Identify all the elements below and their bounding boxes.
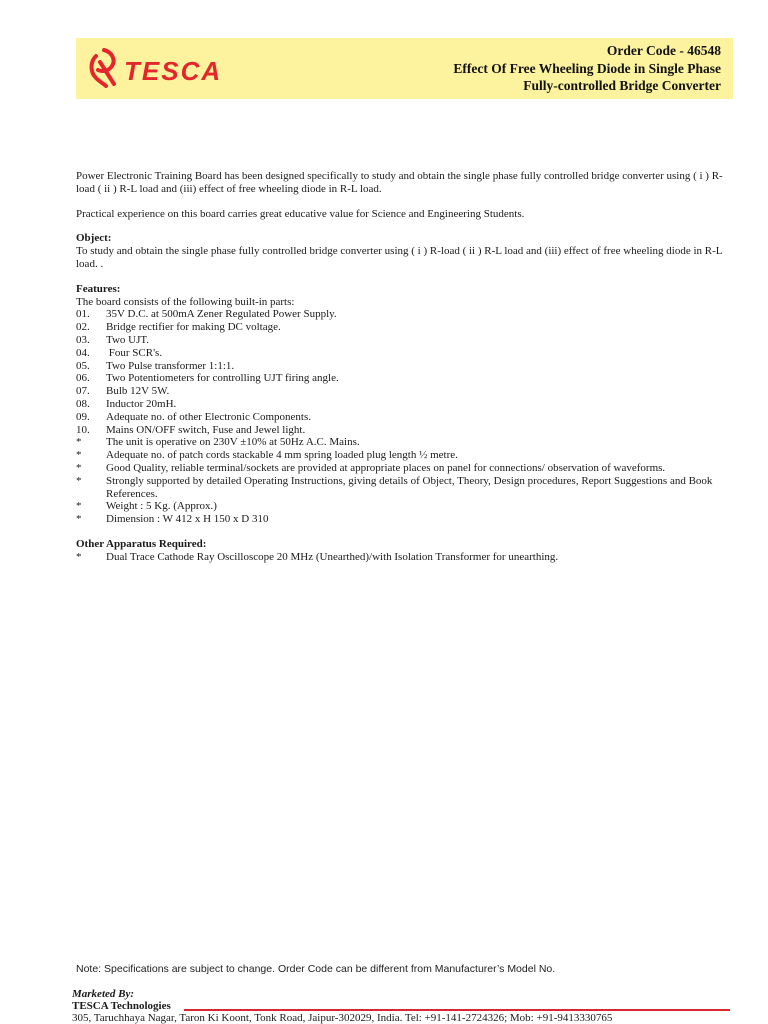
list-marker: 10. xyxy=(76,423,90,436)
list-item xyxy=(76,398,732,411)
list-marker: 05. xyxy=(76,359,90,372)
list-item xyxy=(76,436,732,449)
list-text: Bridge rectifier for making DC voltage. xyxy=(106,321,281,334)
list-marker: * xyxy=(76,474,82,487)
order-code: Order Code - 46548 xyxy=(606,43,721,58)
object-heading: Object: xyxy=(76,232,112,245)
list-text: 35V D.C. at 500mA Zener Regulated Power Supply. xyxy=(106,308,337,321)
list-marker: 09. xyxy=(76,410,90,423)
list-marker: 04. xyxy=(76,346,90,359)
list-item xyxy=(76,513,732,526)
list-item xyxy=(76,411,732,424)
features-heading: Features: xyxy=(76,282,121,295)
list-marker: * xyxy=(76,436,82,449)
list-marker: * xyxy=(76,500,82,513)
list-text: Adequate no. of other Electronic Components. xyxy=(106,410,311,423)
list-item xyxy=(76,385,732,398)
list-text: Good Quality, reliable terminal/sockets are provided at appropriate places on panel for connections/ observation of waveforms. xyxy=(106,461,666,474)
list-text: Two Pulse transformer 1:1:1. xyxy=(106,359,235,372)
intro-paragraph-1: Power Electronic Training Board has been designed specifically to study and obtain the single phase fully controlled bridge converter using ( i ) R-load ( ii ) R-L load and (iii) effect of free wheeling diode in R-L load. xyxy=(76,170,723,195)
list-marker: 03. xyxy=(76,333,90,346)
list-marker: * xyxy=(76,461,82,474)
list-item xyxy=(76,360,732,373)
logo-text: TESCA xyxy=(124,56,223,86)
features-lead: The board consists of the following built-in parts: xyxy=(76,295,295,308)
title-line-1: Effect Of Free Wheeling Diode in Single Phase xyxy=(453,60,721,76)
list-item xyxy=(76,424,732,437)
list-text: Dual Trace Cathode Ray Oscilloscope 20 MHz (Unearthed)/with Isolation Transformer for unearthing. xyxy=(106,550,559,563)
list-text: Adequate no. of patch cords stackable 4 mm spring loaded plug length ½ metre. xyxy=(106,449,458,462)
marketed-by-label: Marketed By: xyxy=(72,988,135,1000)
list-text: Dimension : W 412 x H 150 x D 310 xyxy=(106,513,269,526)
tesca-swoosh-icon xyxy=(86,48,122,88)
list-text: Inductor 20mH. xyxy=(106,397,177,410)
document-body xyxy=(76,170,732,564)
list-item xyxy=(76,334,732,347)
list-item xyxy=(76,347,732,360)
list-marker: 02. xyxy=(76,321,90,334)
list-marker: 06. xyxy=(76,372,90,385)
list-marker: * xyxy=(76,449,82,462)
list-marker: 01. xyxy=(76,308,90,321)
apparatus-heading: Other Apparatus Required: xyxy=(76,537,207,550)
list-item xyxy=(76,321,732,334)
header-banner xyxy=(76,38,733,99)
list-marker: 08. xyxy=(76,397,90,410)
list-text: Strongly supported by detailed Operating Instructions, giving details of Object, Theory, Design procedures, Report Suggestions and Book References. xyxy=(106,474,713,500)
list-text: Mains ON/OFF switch, Fuse and Jewel light. xyxy=(106,423,306,436)
list-text: Weight : 5 Kg. (Approx.) xyxy=(106,500,217,513)
list-item xyxy=(76,372,732,385)
list-item xyxy=(76,449,732,462)
list-item xyxy=(76,551,732,564)
list-text: Four SCR's. xyxy=(106,346,163,359)
list-item xyxy=(76,475,732,501)
company-address: 305, Taruchhaya Nagar, Taron Ki Koont, Tonk Road, Jaipur-302029, India. Tel: +91-141-2724326; Mob: +91-9413330765 xyxy=(72,1012,613,1024)
object-text: To study and obtain the single phase fully controlled bridge converter using ( i ) R-load ( ii ) R-L load and (iii) effect of free wheeling diode in R-L load. . xyxy=(76,245,723,270)
list-text: Bulb 12V 5W. xyxy=(106,385,170,398)
list-item xyxy=(76,308,732,321)
tesca-logo xyxy=(86,48,276,90)
list-text: Two UJT. xyxy=(106,333,150,346)
list-marker: 07. xyxy=(76,385,90,398)
header-titles xyxy=(453,42,721,95)
footer xyxy=(72,988,736,1024)
specification-note: Note: Specifications are subject to change. Order Code can be different from Manufacturer’s Model No. xyxy=(76,963,556,975)
company-name: TESCA Technologies xyxy=(72,1000,171,1012)
title-line-2: Fully-controlled Bridge Converter xyxy=(523,78,721,93)
list-marker: * xyxy=(76,513,82,526)
list-text: Two Potentiometers for controlling UJT firing angle. xyxy=(106,372,339,385)
list-item xyxy=(76,500,732,513)
footer-divider xyxy=(184,1009,730,1011)
list-item xyxy=(76,462,732,475)
intro-paragraph-2: Practical experience on this board carries great educative value for Science and Engineering Students. xyxy=(76,207,525,220)
features-list xyxy=(76,308,732,526)
list-marker: * xyxy=(76,550,82,563)
list-text: The unit is operative on 230V ±10% at 50Hz A.C. Mains. xyxy=(106,436,360,449)
